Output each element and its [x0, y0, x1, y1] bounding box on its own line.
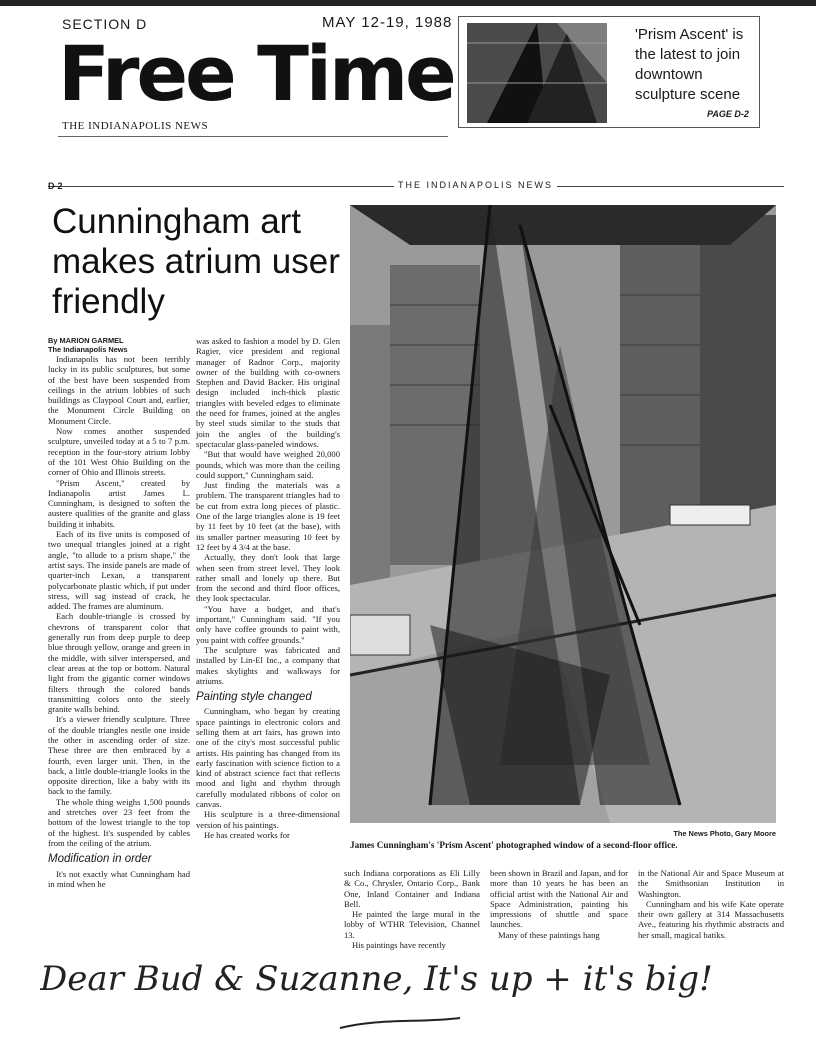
- byline-outlet: The Indianapolis News: [48, 345, 128, 354]
- page-number: D-2: [48, 181, 63, 191]
- paragraph: He painted the large mural in the lobby of WTHR Television, Channel 13.: [344, 909, 480, 940]
- promo-headline: 'Prism Ascent' is the latest to join downtown sculpture scene: [635, 26, 744, 103]
- paragraph: Each of its five units is composed of two unequal triangles joined at a right angle, "to allude to a prism shape," the artist says. The inside panels are made of quarter-inch Lexan, a transparent polycarbonate plastic which, if put under stress, will sag instead of crack, he added. The frames are aluminum.: [48, 529, 190, 612]
- paragraph: "But that would have weighed 20,000 pounds, which was more than the ceiling could support," Cunningham said.: [196, 449, 340, 480]
- paragraph: such Indiana corporations as Eli Lilly & Co., Chrysler, Ontario Corp., Bank One, Inland Container and Indiana Bell.: [344, 868, 480, 909]
- article-column-1: [48, 336, 190, 889]
- paragraph: It's a viewer friendly sculpture. Three of the double triangles nestle one inside the other in ascending order of size. These three are then embraced by a fourth, even larger unit. Then, in the back, a little double-triangle looks in the opposite direction, like a baby with its back to the family.: [48, 714, 190, 797]
- masthead-date: MAY 12-19, 1988: [322, 14, 453, 31]
- paragraph: The whole thing weighs 1,500 pounds and stretches over 23 feet from the bottom of the lowest triangle to the top of the highest. It's suspended by cables from the ceiling of the atrium.: [48, 796, 190, 848]
- subhead: Painting style changed: [196, 691, 312, 704]
- handwritten-note: [40, 948, 780, 1048]
- paragraph: The sculpture was fabricated and installed by Lin-El Inc., a company that makes skylights and walkways for atriums.: [196, 644, 340, 686]
- article-column-3: [344, 868, 480, 950]
- handwritten-line: Dear Bud & Suzanne, It's up + it's big!: [40, 959, 713, 999]
- section-label: SECTION D: [62, 16, 148, 32]
- paragraph: "Prism Ascent," created by Indianapolis artist James L. Cunningham, is designed to soften the austere qualities of the granite and glass building it inhabits.: [48, 477, 190, 529]
- top-border: [0, 0, 816, 6]
- paragraph: in the National Air and Space Museum at the Smithsonian Institution in Washington.: [638, 868, 784, 899]
- paragraph: Each double-triangle is crossed by chevrons of transparent color that generally run from deep purple to deep blue through yellow, orange and green in the middle, with silver interspersed, and clear areas at the top or bottom. Natural light from the gigantic corner windows filters through the colored bands transmitting colors onto the steely granite walls behind.: [48, 611, 190, 715]
- paragraph: Cunningham and his wife Kate operate their own gallery at 314 Massachusetts Ave., featuring his rhythmic abstracts and her small, magical batiks.: [638, 898, 784, 940]
- article-column-2: [196, 336, 340, 840]
- paragraph: His paintings have recently: [352, 940, 446, 951]
- paragraph: been shown in Brazil and Japan, and for more than 10 years he has been an official artist with the National Air and Space Administration, painting his impressions of shuttle and space launches.: [490, 868, 628, 930]
- byline-author: By MARION GARMEL: [48, 336, 124, 345]
- paragraph: He has created works for: [204, 829, 290, 840]
- promo-sculpture-photo: [467, 23, 607, 123]
- masthead-divider: [58, 136, 448, 137]
- subhead: Modification in order: [48, 853, 152, 866]
- paragraph: Actually, they don't look that large when seen from street level. They look rather small and lonely up there. But from the second and third floor offices, they look spectacular.: [196, 552, 340, 604]
- article-column-4: [490, 868, 628, 940]
- masthead-title: Free Time: [58, 29, 454, 118]
- paragraph: Now comes another suspended sculpture, unveiled today at a 5 to 7 p.m. reception in the four-story atrium lobby of the 101 West Ohio Building on the corner of Ohio and Illinois streets.: [48, 426, 190, 478]
- photo-caption: James Cunningham's 'Prism Ascent' photographed window of a second-floor office.: [350, 840, 678, 850]
- article-column-5: [638, 868, 784, 940]
- page-header-paper-name: THE INDIANAPOLIS NEWS: [394, 180, 557, 190]
- signature-scribble: [340, 1018, 460, 1028]
- photo-credit: The News Photo, Gary Moore: [673, 829, 776, 838]
- paragraph: Just finding the materials was a problem. The transparent triangles had to be cut from extra long pieces of plastic. One of the large triangles alone is 19 feet by 11 feet by 10 feet (at the base), with its smaller partner measuring 10 feet by 12 feet by 4 3/4 at the base.: [196, 480, 340, 552]
- paragraph: "You have a budget, and that's important," Cunningham said. "If you only have coffee grounds to paint with, you paint with coffee grounds.": [196, 603, 340, 645]
- masthead-paper-name: THE INDIANAPOLIS NEWS: [62, 120, 209, 132]
- paragraph: Cunningham, who began by creating space paintings in electronic colors and selling them at art fairs, has grown into one of the city's most successful public artists. His painting has changed from its early fascination with science fiction to a kind of abstract science fact that reflects mood and light and rhythm through carefully modulated ribbons of color on canvas.: [196, 706, 340, 810]
- paragraph: Indianapolis has not been terribly lucky in its public sculptures, but some of the best have been suspended from ceilings in the atrium lobbies of such buildings as Claypool Court and, earlier, the Monument Circle Building on Monument Circle.: [48, 354, 190, 426]
- paragraph: Many of these paintings hang: [498, 929, 600, 940]
- paragraph: It's not exactly what Cunningham had in mind when he: [48, 868, 190, 889]
- sculpture-photo: [350, 205, 776, 823]
- promo-box: [458, 16, 760, 128]
- paragraph: was asked to fashion a model by D. Glen Ragier, vice president and regional manager of Radnor Corp., majority owner of the building with co-owners Stephen and David Backer. His original design included inch-thick plastic triangles with beveled edges to eliminate the need for frames, joined at the angles by steel studs similar to the studs that join the angles of the building's spectacular glass-paneled windows.: [196, 336, 340, 449]
- paragraph: His sculpture is a three-dimensional version of his paintings.: [196, 809, 340, 830]
- promo-page-ref: PAGE D-2: [707, 109, 749, 119]
- article-headline: Cunningham art makes atrium user friendly: [52, 202, 340, 321]
